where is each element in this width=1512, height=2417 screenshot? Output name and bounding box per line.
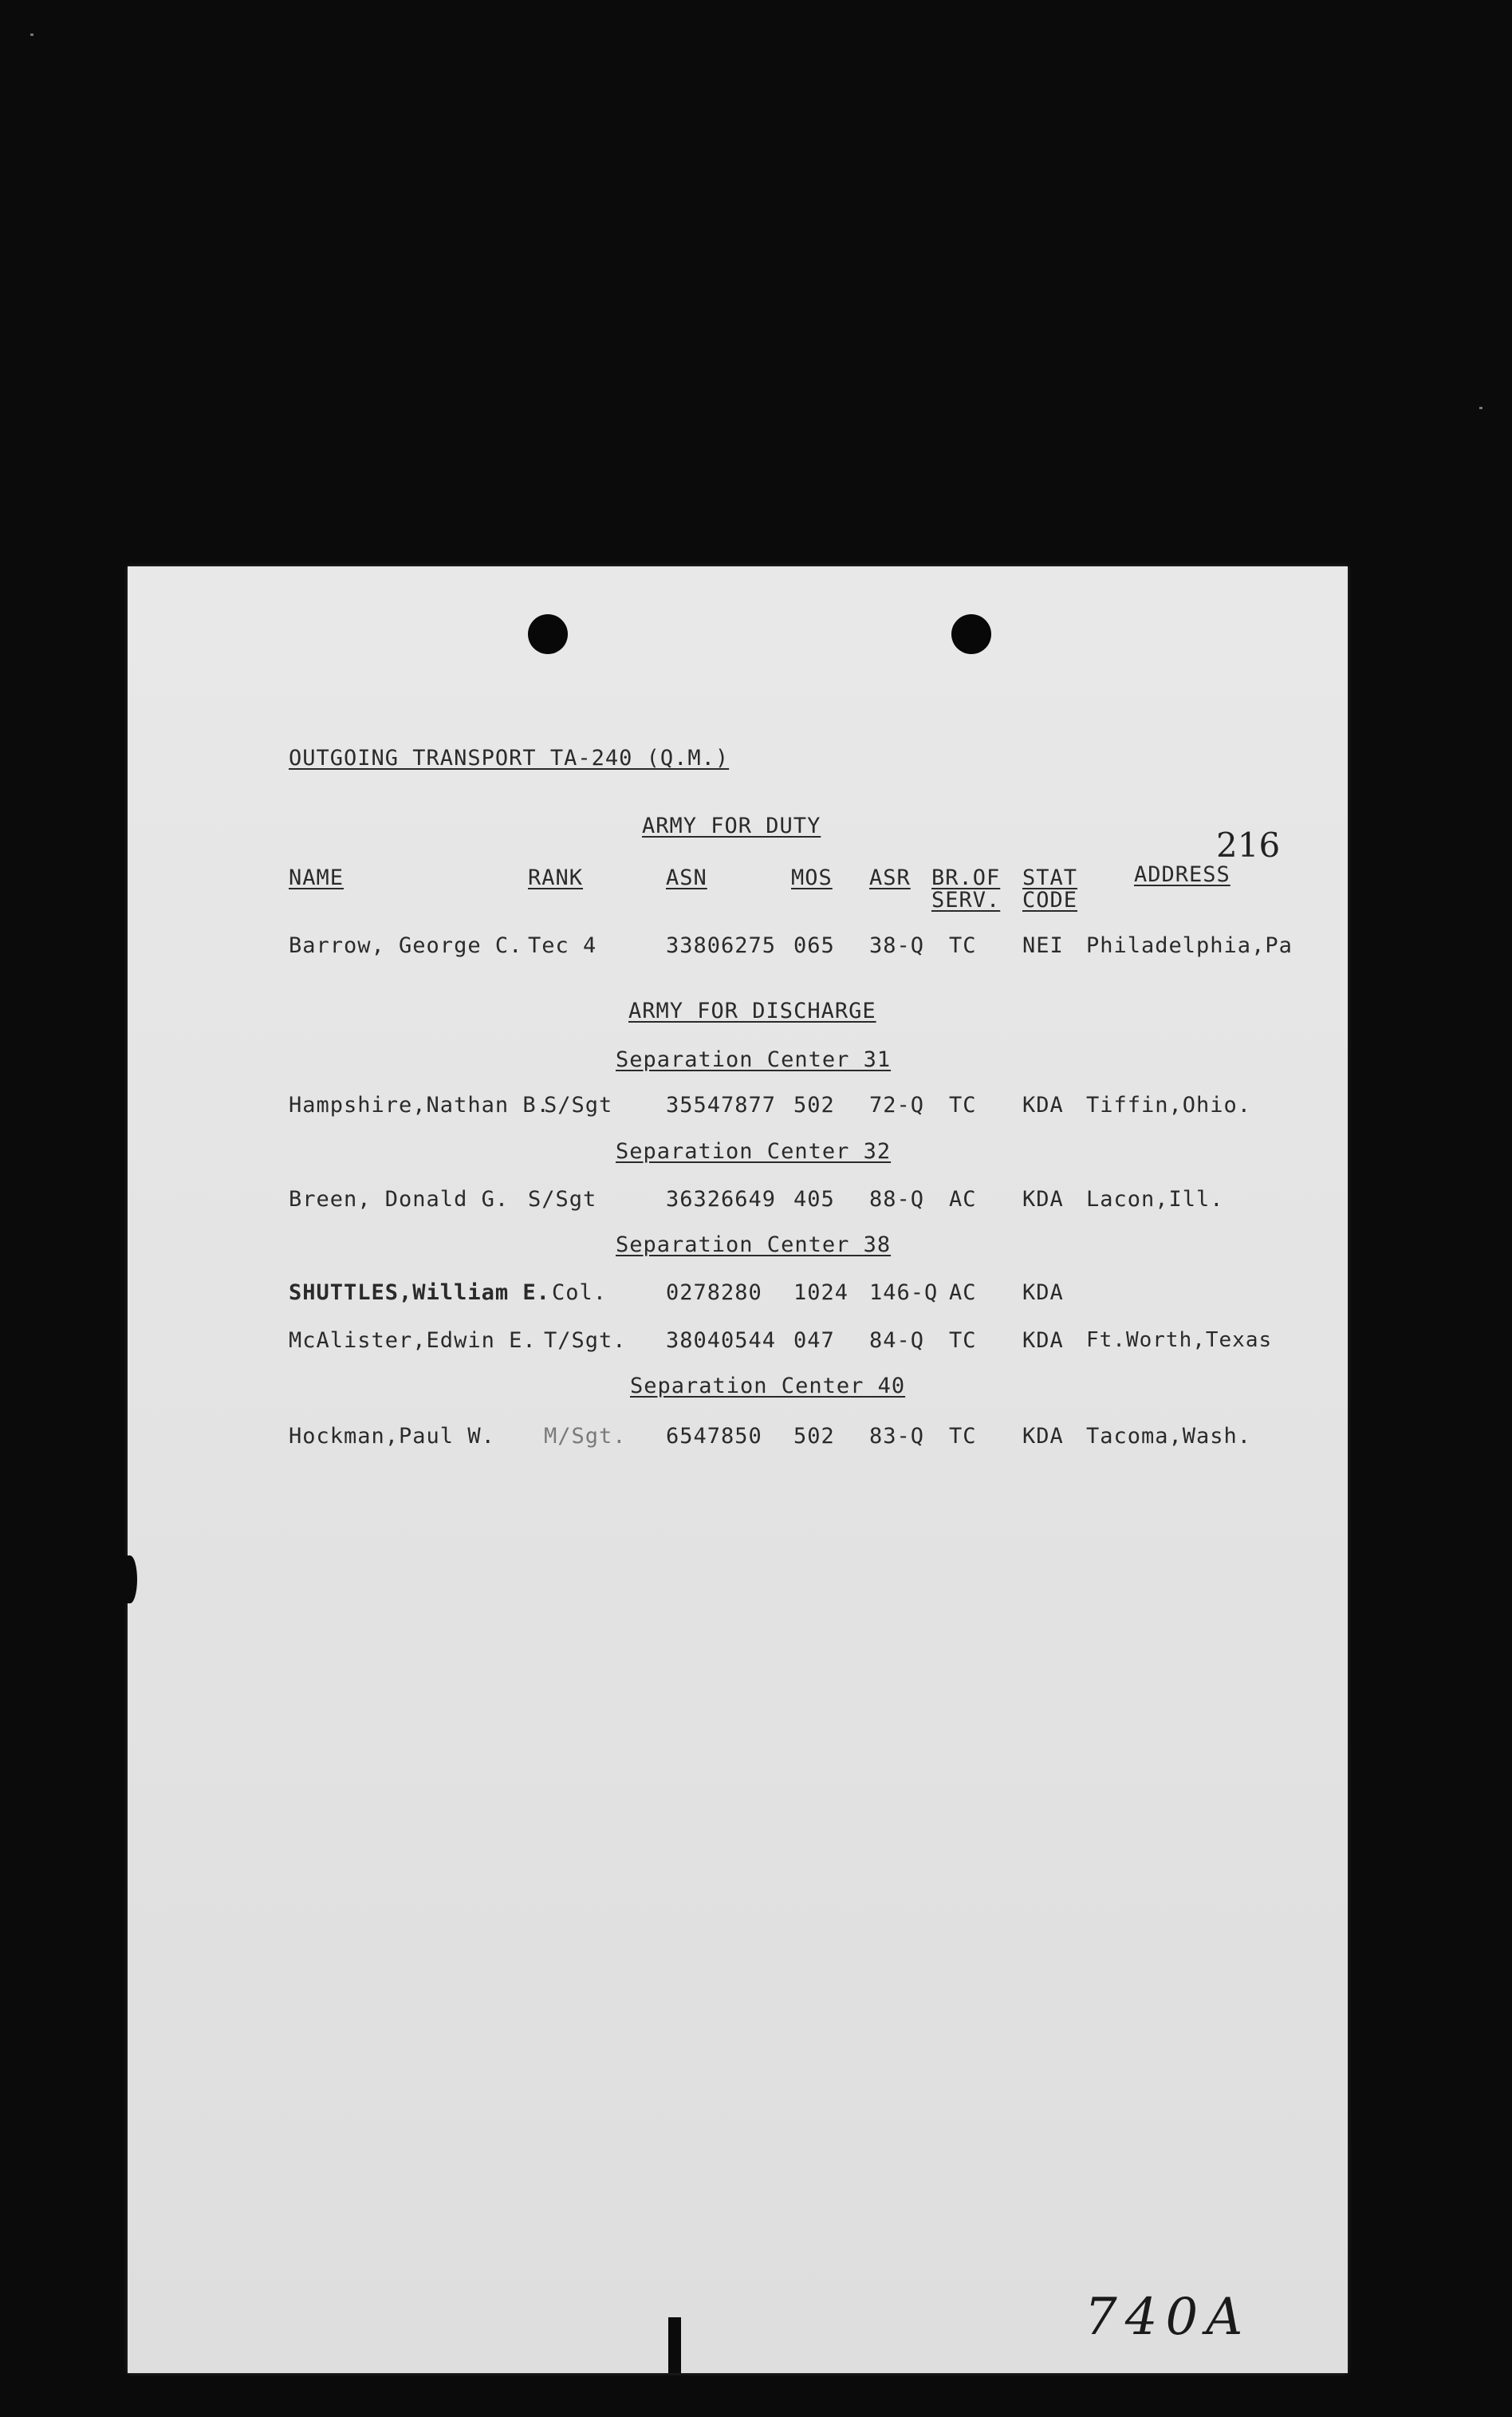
header-stat: STAT (1022, 865, 1078, 890)
cell-asn: 38040544 (666, 1328, 777, 1353)
cell-branch: TC (949, 933, 977, 958)
header-name: NAME (289, 865, 345, 890)
cell-branch: AC (949, 1187, 977, 1212)
cell-asr: 72-Q (869, 1093, 925, 1118)
cell-asn: 0278280 (666, 1280, 762, 1305)
cell-branch: AC (949, 1280, 977, 1305)
film-speck (30, 34, 33, 36)
header-mos: MOS (791, 865, 833, 890)
cell-name: McAlister,Edwin E. (289, 1328, 537, 1353)
cell-mos: 047 (793, 1328, 835, 1353)
cell-branch: TC (949, 1424, 977, 1449)
separation-center-heading: Separation Center 38 (616, 1232, 892, 1257)
cell-branch: TC (949, 1093, 977, 1118)
header-address: ADDRESS (1134, 862, 1230, 887)
cell-stat-code: KDA (1022, 1424, 1064, 1449)
cell-rank: Tec 4 (528, 933, 597, 958)
cell-address: Philadelphia,Pa (1086, 933, 1293, 958)
cell-asr: 88-Q (869, 1187, 925, 1212)
cell-name: Barrow, George C. (289, 933, 523, 958)
cell-name: Hampshire,Nathan B. (289, 1093, 550, 1118)
header-asn: ASN (666, 865, 707, 890)
cell-asr: 84-Q (869, 1328, 925, 1353)
cell-mos: 502 (793, 1424, 835, 1449)
header-serv: SERV. (931, 888, 1001, 913)
cell-stat-code: NEI (1022, 933, 1064, 958)
cell-mos: 502 (793, 1093, 835, 1118)
cell-asn: 36326649 (666, 1187, 777, 1212)
cell-address: Tacoma,Wash. (1086, 1424, 1252, 1449)
cell-address: Ft.Worth,Texas (1086, 1328, 1273, 1352)
cell-mos: 405 (793, 1187, 835, 1212)
cell-address: Tiffin,Ohio. (1086, 1093, 1252, 1118)
cell-asr: 38-Q (869, 933, 925, 958)
document-page (128, 566, 1348, 2373)
cell-asn: 33806275 (666, 933, 777, 958)
separation-center-heading: Separation Center 32 (616, 1139, 892, 1164)
cell-address: Lacon,Ill. (1086, 1187, 1224, 1212)
separation-center-heading: Separation Center 31 (616, 1047, 892, 1072)
header-rank: RANK (528, 865, 584, 890)
cell-stat-code: KDA (1022, 1187, 1064, 1212)
cell-rank: T/Sgt. (544, 1328, 627, 1353)
cell-rank: M/Sgt. (544, 1424, 627, 1449)
paper-tear (668, 2317, 681, 2373)
punch-hole (951, 614, 991, 654)
cell-branch: TC (949, 1328, 977, 1353)
document-title: OUTGOING TRANSPORT TA-240 (Q.M.) (289, 746, 730, 771)
handwritten-note: 740A (1085, 2288, 1251, 2347)
cell-stat-code: KDA (1022, 1328, 1064, 1353)
cell-name: SHUTTLES,William E. (289, 1280, 550, 1305)
section-heading-duty: ARMY FOR DUTY (642, 814, 821, 838)
header-br-of: BR.OF (931, 865, 1001, 890)
cell-asn: 35547877 (666, 1093, 777, 1118)
cell-stat-code: KDA (1022, 1093, 1064, 1118)
cell-rank: S/Sgt (528, 1187, 597, 1212)
page-number: 216 (1216, 826, 1281, 865)
cell-rank: S/Sgt (544, 1093, 613, 1118)
cell-asn: 6547850 (666, 1424, 762, 1449)
section-heading-discharge: ARMY FOR DISCHARGE (628, 999, 876, 1023)
paper-tear (123, 1555, 137, 1603)
cell-name: Breen, Donald G. (289, 1187, 510, 1212)
cell-stat-code: KDA (1022, 1280, 1064, 1305)
separation-center-heading: Separation Center 40 (630, 1374, 906, 1398)
cell-asr: 83-Q (869, 1424, 925, 1449)
header-asr: ASR (869, 865, 911, 890)
punch-hole (528, 614, 568, 654)
cell-rank: Col. (552, 1280, 608, 1305)
cell-asr: 146-Q (869, 1280, 939, 1305)
cell-mos: 065 (793, 933, 835, 958)
film-speck (1479, 407, 1482, 409)
cell-name: Hockman,Paul W. (289, 1424, 495, 1449)
cell-mos: 1024 (793, 1280, 849, 1305)
header-code: CODE (1022, 888, 1078, 913)
